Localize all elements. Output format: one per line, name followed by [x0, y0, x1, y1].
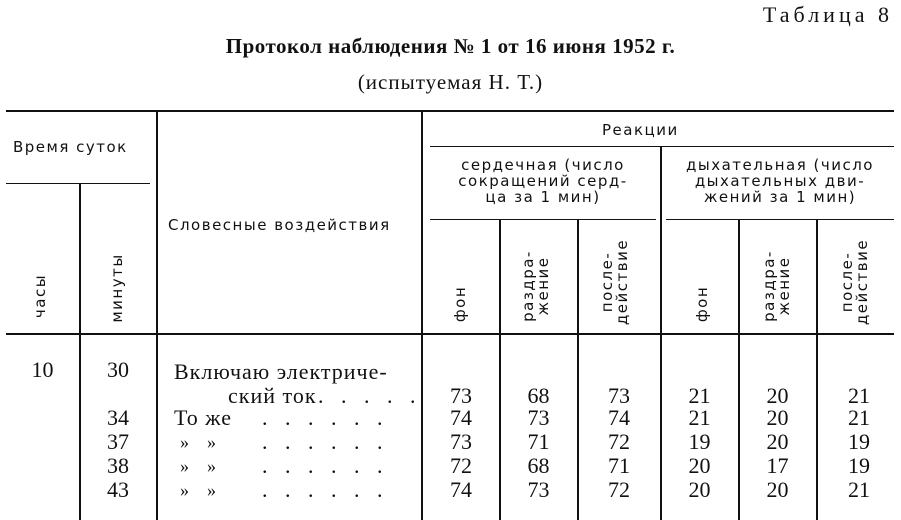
cell-cardiac-bg: 74 — [450, 477, 472, 502]
cell-cardiac-irritation: 73 — [527, 477, 550, 502]
cell-leader-dots: . . . . . . — [262, 429, 389, 454]
cell-cardiac-aftereffect: 73 — [608, 383, 630, 408]
cell-text-cont: ский ток — [228, 383, 317, 408]
cell-minutes: 34 — [107, 405, 129, 430]
cell-resp-aftereffect: 19 — [848, 453, 870, 478]
cell-resp-aftereffect: 21 — [848, 383, 870, 408]
cell-text: Включаю электриче- — [174, 359, 388, 384]
header-resp-aftereffect-l2: действие — [853, 238, 871, 326]
resp-subheader-rule — [666, 219, 894, 220]
cell-resp-bg: 20 — [688, 477, 711, 502]
cell-resp-aftereffect: 21 — [848, 405, 870, 430]
reactions-subheader-rule — [430, 146, 894, 147]
header-cardiac-line-1: сердечная (число — [461, 156, 625, 174]
header-resp-bg: фон — [693, 285, 711, 323]
cell-cardiac-aftereffect: 72 — [608, 429, 630, 454]
cell-cardiac-bg: 73 — [450, 429, 472, 454]
cell-cardiac-bg: 73 — [450, 383, 472, 408]
cell-cardiac-irritation: 68 — [527, 383, 550, 408]
cell-text: » » — [180, 480, 216, 500]
header-resp-line-2: дыхательных дви- — [694, 172, 866, 190]
cell-resp-aftereffect: 19 — [848, 429, 870, 454]
cell-minutes: 30 — [107, 357, 129, 382]
table-title: Протокол наблюдения № 1 от 16 июня 1952 г. — [225, 34, 676, 58]
cell-text: » » — [180, 456, 216, 476]
cell-leader-dots: . . . . . . — [262, 477, 389, 502]
header-cardiac-aftereffect-l2: действие — [613, 238, 631, 326]
header-hours: часы — [31, 273, 49, 319]
header-cardiac-irritation — [521, 241, 553, 331]
header-minutes: минуты — [108, 253, 126, 323]
cell-cardiac-aftereffect: 71 — [608, 453, 630, 478]
cell-text: » » — [180, 432, 216, 452]
header-time: Время суток — [13, 138, 128, 156]
cell-leader-dots: . . . . . . — [262, 405, 389, 430]
header-respiratory — [666, 157, 894, 205]
table-top-rule — [6, 110, 894, 112]
cell-minutes: 37 — [107, 429, 129, 454]
table-subtitle: (испытуемая Н. Т.) — [357, 70, 544, 94]
header-cardiac-aftereffect — [600, 232, 632, 332]
cell-leader-dots: . . . . . . — [262, 453, 389, 478]
cell-minutes: 38 — [107, 453, 129, 478]
header-resp-aftereffect — [840, 232, 872, 332]
header-resp-line-3: жений за 1 мин) — [703, 188, 857, 206]
cell-resp-irritation: 17 — [766, 453, 789, 478]
cell-resp-aftereffect: 21 — [848, 477, 870, 502]
header-bottom-rule — [6, 333, 894, 335]
cell-resp-bg: 19 — [688, 429, 711, 454]
cell-resp-bg: 20 — [688, 453, 711, 478]
cell-minutes: 43 — [107, 477, 129, 502]
cell-cardiac-bg: 72 — [450, 453, 472, 478]
header-cardiac — [430, 157, 656, 205]
header-cardiac-line-3: ца за 1 мин) — [485, 188, 601, 206]
header-resp-irritation-l2: жение — [775, 256, 793, 316]
cell-resp-irritation: 20 — [766, 477, 789, 502]
cell-resp-irritation: 20 — [766, 383, 789, 408]
col-rule-minutes — [156, 110, 158, 520]
header-resp-aftereffect-l1: после- — [838, 251, 856, 313]
cell-cardiac-bg: 74 — [450, 405, 472, 430]
cell-cardiac-irritation: 71 — [527, 429, 550, 454]
cell-cardiac-aftereffect: 72 — [608, 477, 630, 502]
header-verbal: Словесные воздействия — [168, 216, 391, 234]
header-resp-line-1: дыхательная (число — [686, 156, 874, 174]
cell-leader-dots: . . . . . — [318, 383, 422, 408]
cell-resp-irritation: 20 — [766, 429, 789, 454]
time-subheader-rule — [6, 183, 150, 184]
cell-resp-bg: 21 — [688, 383, 711, 408]
header-reactions: Реакции — [602, 121, 679, 139]
header-cardiac-aftereffect-l1: после- — [598, 251, 616, 313]
header-resp-irritation-l1: раздра- — [760, 250, 778, 322]
cell-resp-bg: 21 — [688, 405, 711, 430]
cell-cardiac-irritation: 73 — [527, 405, 550, 430]
table-label: Таблица 8 — [762, 2, 893, 27]
cell-hours: 10 — [31, 357, 54, 382]
cell-text: То же — [174, 405, 232, 430]
header-cardiac-irritation-l1: раздра- — [519, 250, 537, 322]
cell-resp-irritation: 20 — [766, 405, 789, 430]
header-cardiac-bg: фон — [451, 285, 469, 323]
cell-cardiac-irritation: 68 — [527, 453, 550, 478]
header-cardiac-irritation-l2: жение — [534, 256, 552, 316]
header-resp-irritation — [762, 241, 794, 331]
header-cardiac-line-2: сокращений серд- — [458, 172, 628, 190]
cardiac-subheader-rule — [430, 219, 656, 220]
cell-cardiac-aftereffect: 74 — [608, 405, 630, 430]
